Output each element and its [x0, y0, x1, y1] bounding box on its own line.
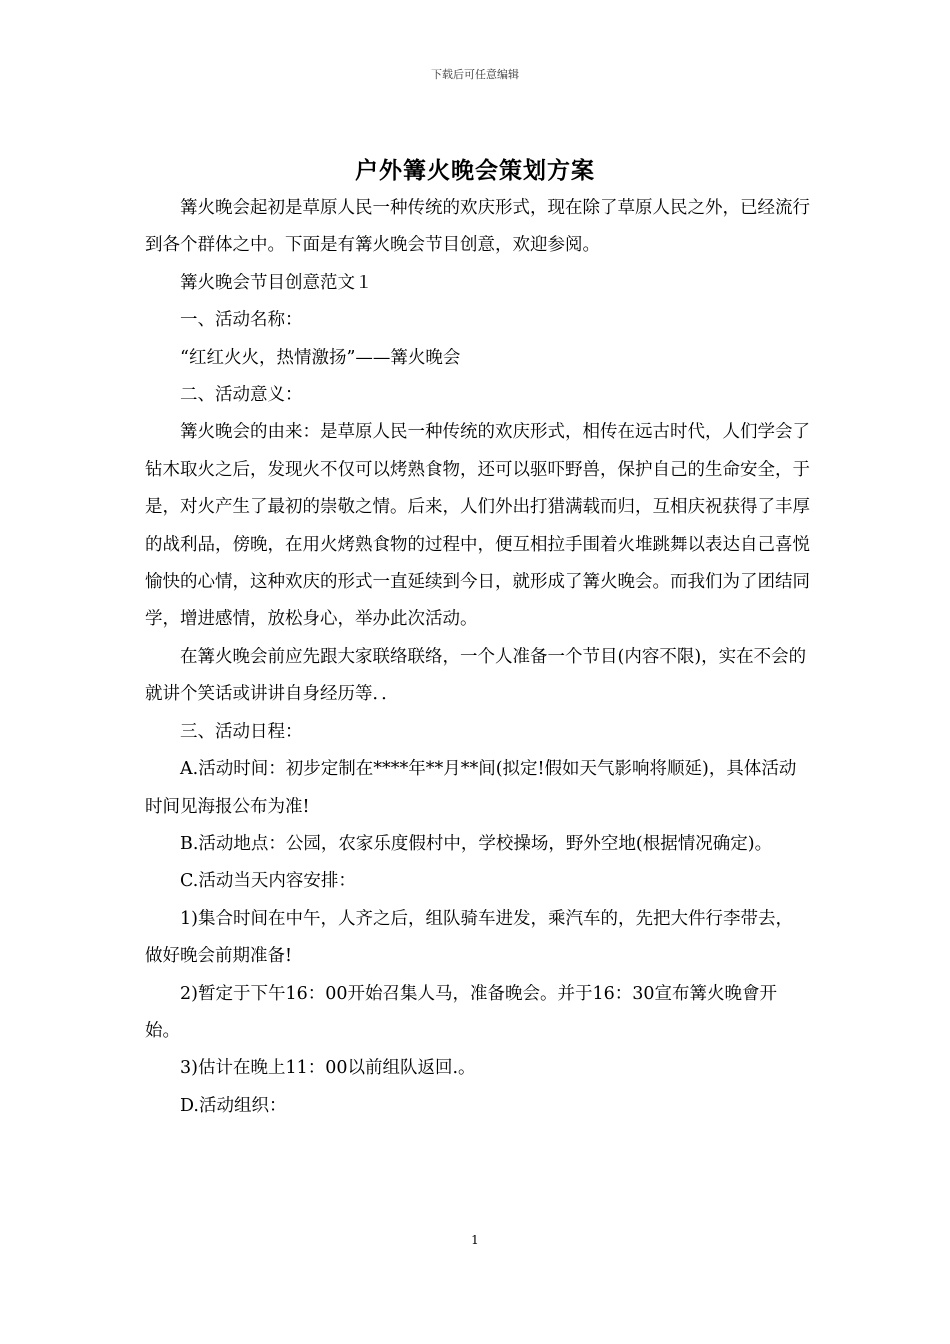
activity-name-text: “红红火火，热情激扬”——篝火晚会: [180, 347, 461, 368]
schedule-location-item: B.活动地点：公园，农家乐度假村中，学校操场，野外空地(根据情况确定)。: [180, 833, 773, 854]
schedule-step-3: 3)估计在晚上11：00以前组队返回.。: [180, 1058, 476, 1079]
schedule-time-item: A.活动时间：初步定制在****年**月**间(拟定!假如天气影响将顺延)，具体活动时间见海报公布为准!: [145, 759, 797, 817]
section-heading-activity-meaning: 二、活动意义：: [180, 385, 303, 406]
activity-meaning-paragraph: 篝火晚会的由来：是草原人民一种传统的欢庆形式，相传在远古时代，人们学会了钻木取火之后，发现火不仅可以烤熟食物，还可以驱吓野兽，保护自己的生命安全，于是，对火产生了最初的崇敬之情。后来，人们外出打猎满载而归，互相庆祝获得了丰厚的战利品，傍晚，在用火烤熟食物的过程中，便互相拉手围着火堆跳舞以表达自己喜悦愉快的心情，这种欢庆的形式一直延续到今日，就形成了篝火晚会。而我们为了团结同学，增进感情，放松身心，举办此次活动。: [145, 422, 810, 630]
preparation-paragraph: 在篝火晚会前应先跟大家联络联络，一个人准备一个节目(内容不限)，实在不会的就讲个笑话或讲讲自身经历等．．: [145, 646, 807, 705]
section-heading-schedule: 三、活动日程：: [180, 721, 303, 742]
schedule-content-heading: C.活动当天内容安排：: [180, 871, 356, 892]
sample-heading: 篝火晚会节目创意范文１: [180, 272, 373, 293]
intro-paragraph: 篝火晚会起初是草原人民一种传统的欢庆形式，现在除了草原人民之外，已经流行到各个群体之中。下面是有篝火晚会节目创意，欢迎参阅。: [145, 198, 810, 256]
schedule-step-1: 1)集合时间在中午，人齐之后，组队骑车进发，乘汽车的，先把大件行李带去，做好晚会前期准备!: [145, 908, 793, 967]
document-body: [145, 190, 810, 1125]
page-header-note: 下载后可任意编辑: [431, 68, 519, 81]
page-number: 1: [471, 1233, 479, 1247]
schedule-step-2: 2)暂定于下午16：00开始召集人马，准备晚会。并于16：30宣布篝火晚會开始。: [145, 983, 778, 1041]
document-title: 户外篝火晚会策划方案: [355, 157, 595, 184]
section-heading-activity-name: 一、活动名称：: [180, 310, 303, 331]
schedule-organization-heading: D.活动组织：: [180, 1095, 287, 1116]
